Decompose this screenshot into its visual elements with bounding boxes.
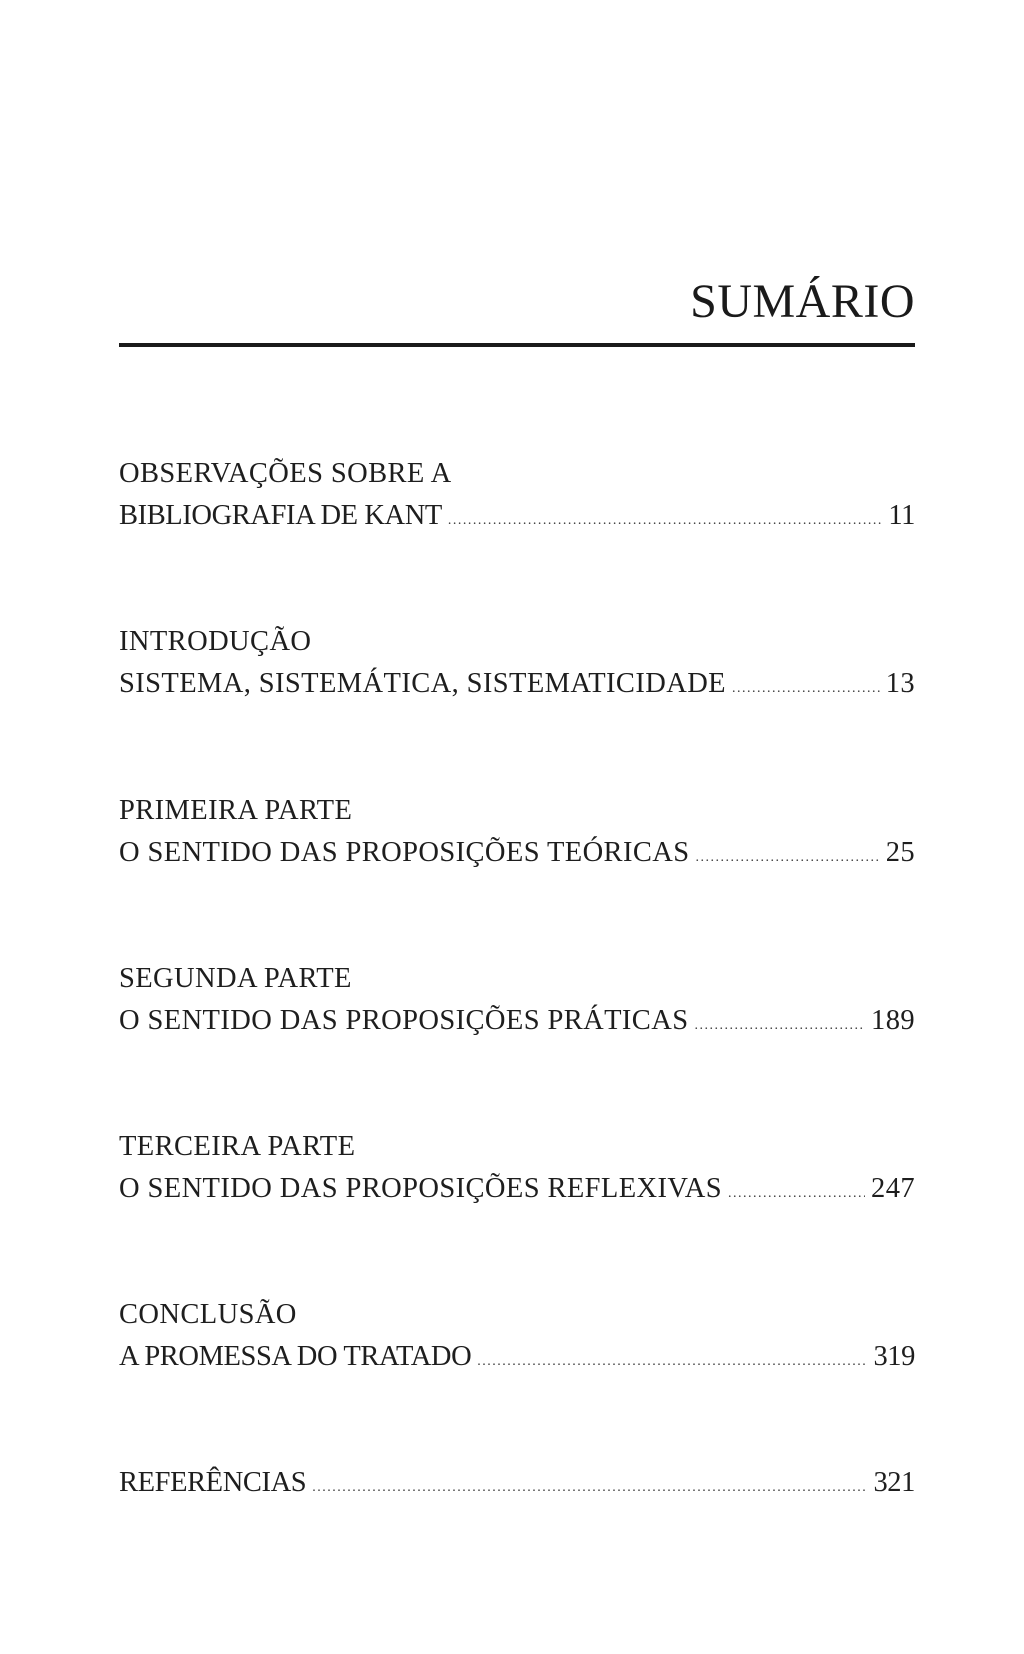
toc-line-text: A PROMESSA DO TRATADO <box>119 1341 472 1372</box>
toc-line <box>119 1462 915 1504</box>
dot-leader <box>732 668 880 710</box>
toc-line <box>119 663 915 705</box>
toc-line <box>119 1168 915 1210</box>
toc-entry-segunda-parte <box>119 958 915 1042</box>
toc-heading <box>119 1294 915 1336</box>
toc-entry-conclusao <box>119 1294 915 1378</box>
toc-line-text: O SENTIDO DAS PROPOSIÇÕES REFLEXIVAS <box>119 1173 722 1204</box>
toc-line-text: SISTEMA, SISTEMÁTICA, SISTEMATICIDADE <box>119 668 726 699</box>
toc-heading <box>119 958 915 1000</box>
toc-heading <box>119 621 915 663</box>
toc-entry-bibliografia <box>119 453 915 537</box>
page-title: SUMÁRIO <box>690 275 915 328</box>
dot-leader <box>477 1341 867 1383</box>
toc-line <box>119 1336 915 1378</box>
dot-leader <box>728 1173 865 1215</box>
toc-line <box>119 1000 915 1042</box>
toc-line <box>119 495 915 537</box>
page-number: 13 <box>885 668 915 699</box>
page-number: 247 <box>871 1173 915 1204</box>
toc-line <box>119 832 915 874</box>
dot-leader <box>696 837 880 879</box>
toc-heading <box>119 790 915 832</box>
toc-entry-introducao <box>119 621 915 705</box>
toc-heading-text: OBSERVAÇÕES SOBRE A <box>119 458 452 489</box>
toc-heading <box>119 453 915 495</box>
page-number: 11 <box>888 500 915 531</box>
page-number: 25 <box>885 837 915 868</box>
toc-entry-terceira-parte <box>119 1126 915 1210</box>
toc-heading-text: TERCEIRA PARTE <box>119 1131 356 1162</box>
toc-line-text: O SENTIDO DAS PROPOSIÇÕES TEÓRICAS <box>119 837 690 868</box>
page-number: 319 <box>873 1341 915 1372</box>
dot-leader <box>694 1005 865 1047</box>
page-number: 189 <box>871 1005 915 1036</box>
toc-line-text: BIBLIOGRAFIA DE KANT <box>119 500 442 531</box>
title-rule <box>119 343 915 347</box>
toc-entry-primeira-parte <box>119 790 915 874</box>
toc-heading <box>119 1126 915 1168</box>
toc-heading-text: SEGUNDA PARTE <box>119 963 352 994</box>
dot-leader <box>448 500 882 542</box>
toc-heading-text: INTRODUÇÃO <box>119 626 312 657</box>
page-number: 321 <box>873 1467 915 1498</box>
dot-leader <box>312 1467 867 1509</box>
toc-line-text: REFERÊNCIAS <box>119 1467 307 1498</box>
toc-heading-text: CONCLUSÃO <box>119 1299 297 1330</box>
toc-entry-referencias <box>119 1462 915 1504</box>
toc-heading-text: PRIMEIRA PARTE <box>119 795 353 826</box>
toc-line-text: O SENTIDO DAS PROPOSIÇÕES PRÁTICAS <box>119 1005 689 1036</box>
